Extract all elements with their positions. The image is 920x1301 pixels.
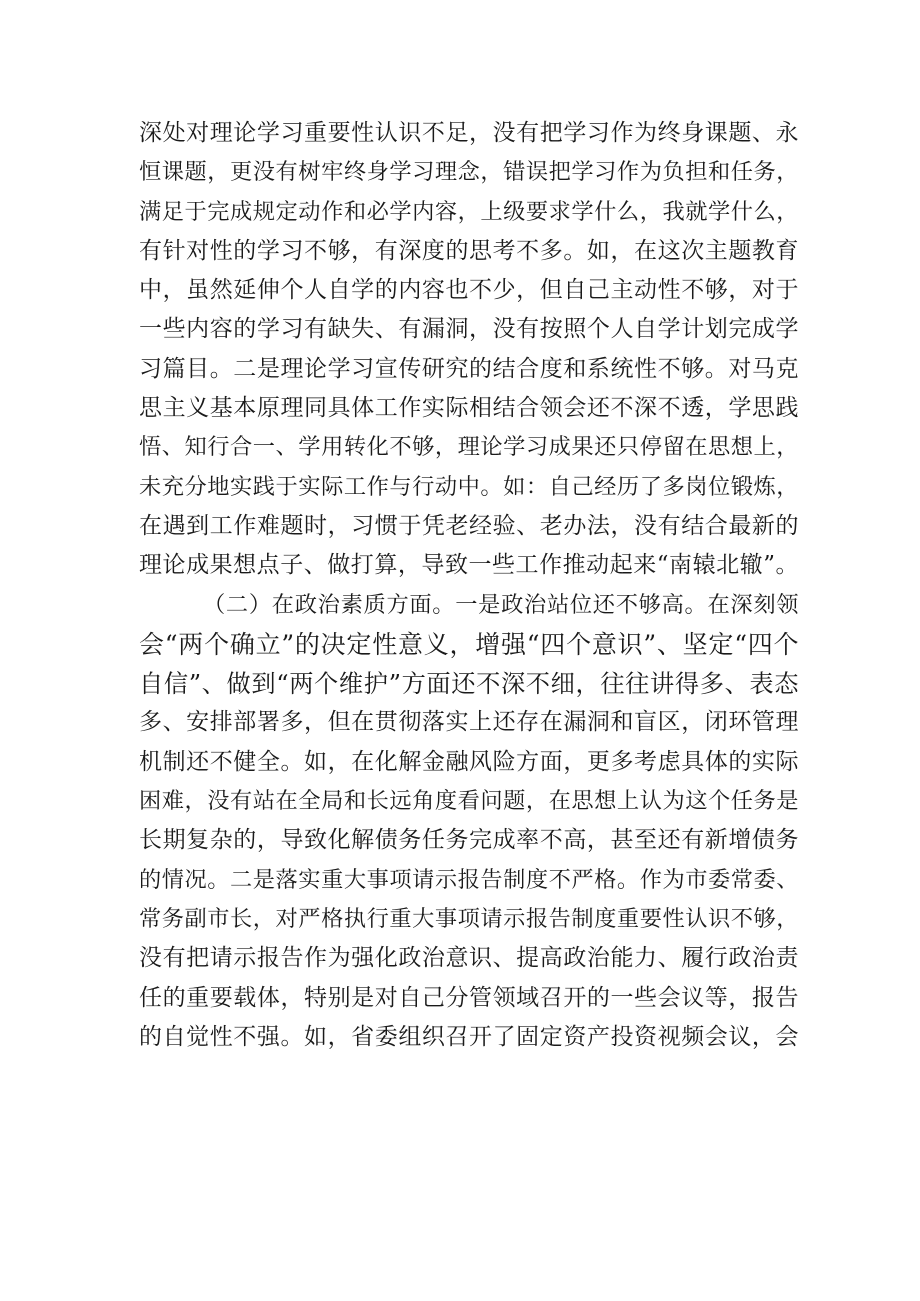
text-line: 会“两个确立”的决定性意义，增强“四个意识”、坚定“四个 — [139, 629, 799, 659]
text-line: 困难，没有站在全局和长远角度看问题，在思想上认为这个任务是 — [139, 788, 799, 815]
text-line: 任的重要载体，特别是对自己分管领域召开的一些会议等，报告 — [139, 984, 799, 1011]
section-heading-line: （二）在政治素质方面。一是政治站位还不够高。在深刻领 — [203, 591, 799, 618]
text-line: 思主义基本原理同具体工作实际相结合领会还不深不透，学思践 — [139, 395, 799, 422]
text-line: 习篇目。二是理论学习宣传研究的结合度和系统性不够。对马克 — [139, 355, 799, 382]
text-line: 恒课题，更没有树牢终身学习理念，错误把学习作为负担和任务， — [139, 159, 799, 186]
text-line: 常务副市长，对严格执行重大事项请示报告制度重要性认识不够， — [139, 905, 799, 932]
text-line: 没有把请示报告作为强化政治意识、提高政治能力、履行政治责 — [139, 945, 799, 972]
text-line: 多、安排部署多，但在贯彻落实上还存在漏洞和盲区，闭环管理 — [139, 709, 799, 736]
text-line: 有针对性的学习不够，有深度的思考不多。如，在这次主题教育 — [139, 237, 799, 264]
text-line: 一些内容的学习有缺失、有漏洞，没有按照个人自学计划完成学 — [139, 316, 799, 343]
text-line: 的自觉性不强。如，省委组织召开了固定资产投资视频会议，会 — [139, 1023, 799, 1050]
text-line: 满足于完成规定动作和必学内容，上级要求学什么，我就学什么， — [139, 198, 799, 225]
text-line: 长期复杂的，导致化解债务任务完成率不高，甚至还有新增债务 — [139, 827, 799, 854]
text-line: 悟、知行合一、学用转化不够，理论学习成果还只停留在思想上， — [139, 434, 799, 461]
text-line: 深处对理论学习重要性认识不足，没有把学习作为终身课题、永 — [139, 120, 799, 146]
text-line: 的情况。二是落实重大事项请示报告制度不严格。作为市委常委、 — [139, 866, 799, 893]
body-text — [139, 114, 799, 1057]
text-line: 中，虽然延伸个人自学的内容也不少，但自己主动性不够，对于 — [139, 277, 799, 304]
text-line: 理论成果想点子、做打算，导致一些工作推动起来“南辕北辙”。 — [139, 552, 799, 579]
text-line: 自信”、做到“两个维护”方面还不深不细，往往讲得多、表态 — [139, 669, 799, 699]
text-line: 未充分地实践于实际工作与行动中。如：自己经历了多岗位锻炼， — [139, 473, 799, 500]
text-line: 机制还不健全。如，在化解金融风险方面，更多考虑具体的实际 — [139, 748, 799, 775]
text-line: 在遇到工作难题时，习惯于凭老经验、老办法，没有结合最新的 — [139, 512, 799, 539]
